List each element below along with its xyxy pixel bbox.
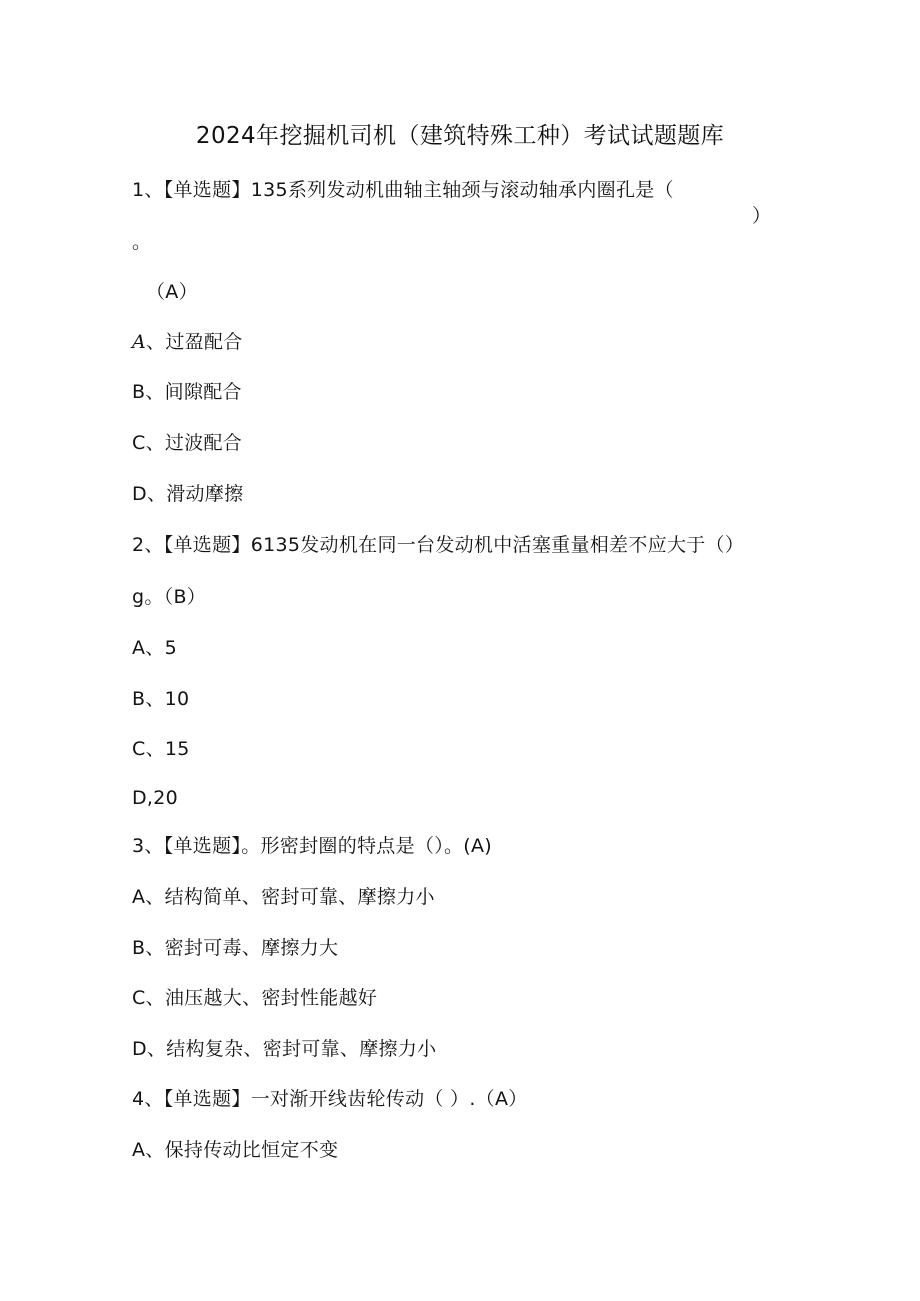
option-text: 间隙配合	[164, 381, 242, 403]
question-1-stem-close: ）	[752, 205, 772, 227]
option-text: 过波配合	[164, 432, 243, 454]
option-text: 滑动摩擦	[166, 483, 244, 505]
question-2-option-c: C、15	[132, 738, 190, 760]
question-1-answer: （A）	[146, 281, 198, 303]
question-1-option-d	[132, 482, 243, 506]
question-2-stem: 2、【单选题】6135发动机在同一台发动机中活塞重量相差不应大于（）	[132, 534, 745, 556]
option-separator: 、	[145, 381, 165, 403]
question-4-stem: 4、【单选题】一对渐开线齿轮传动（ ）.（A）	[132, 1088, 528, 1110]
page-title: 2024年挖掘机司机（建筑特殊工种）考试试题题库	[195, 123, 725, 149]
question-3-option-c: C、油压越大、密封性能越好	[132, 987, 378, 1009]
option-letter: B	[132, 381, 146, 403]
question-2-option-b: B、10	[132, 688, 190, 710]
question-1-option-c	[132, 431, 242, 455]
question-1-stem: 1、【单选题】135系列发动机曲轴主轴颈与滚动轴承内圈孔是（	[132, 179, 674, 201]
question-3-option-d: D、结构复杂、密封可靠、摩擦力小	[132, 1038, 437, 1060]
option-text: 过盈配合	[165, 331, 243, 353]
option-letter: C	[132, 432, 146, 454]
question-1-option-b	[132, 380, 242, 404]
question-2-option-d: D,20	[132, 787, 179, 809]
question-3-option-a: A、结构简单、密封可靠、摩擦力小	[132, 886, 435, 908]
option-separator: 、	[146, 483, 167, 505]
question-4-option-a: A、保持传动比恒定不变	[132, 1139, 339, 1161]
question-3-stem: 3、【单选题】。形密封圈的特点是（）。(A)	[132, 835, 493, 857]
question-1-option-a	[132, 330, 243, 354]
question-2-stem-end: g。（B）	[132, 586, 207, 608]
option-letter: D	[132, 483, 147, 505]
option-separator: 、	[146, 331, 166, 353]
question-2-option-a: A、5	[132, 637, 177, 659]
option-separator: 、	[145, 432, 165, 454]
question-3-option-b: B、密封可毒、摩擦力大	[132, 937, 339, 959]
question-1-stem-end: 。	[132, 231, 152, 253]
option-letter: A	[132, 331, 147, 353]
